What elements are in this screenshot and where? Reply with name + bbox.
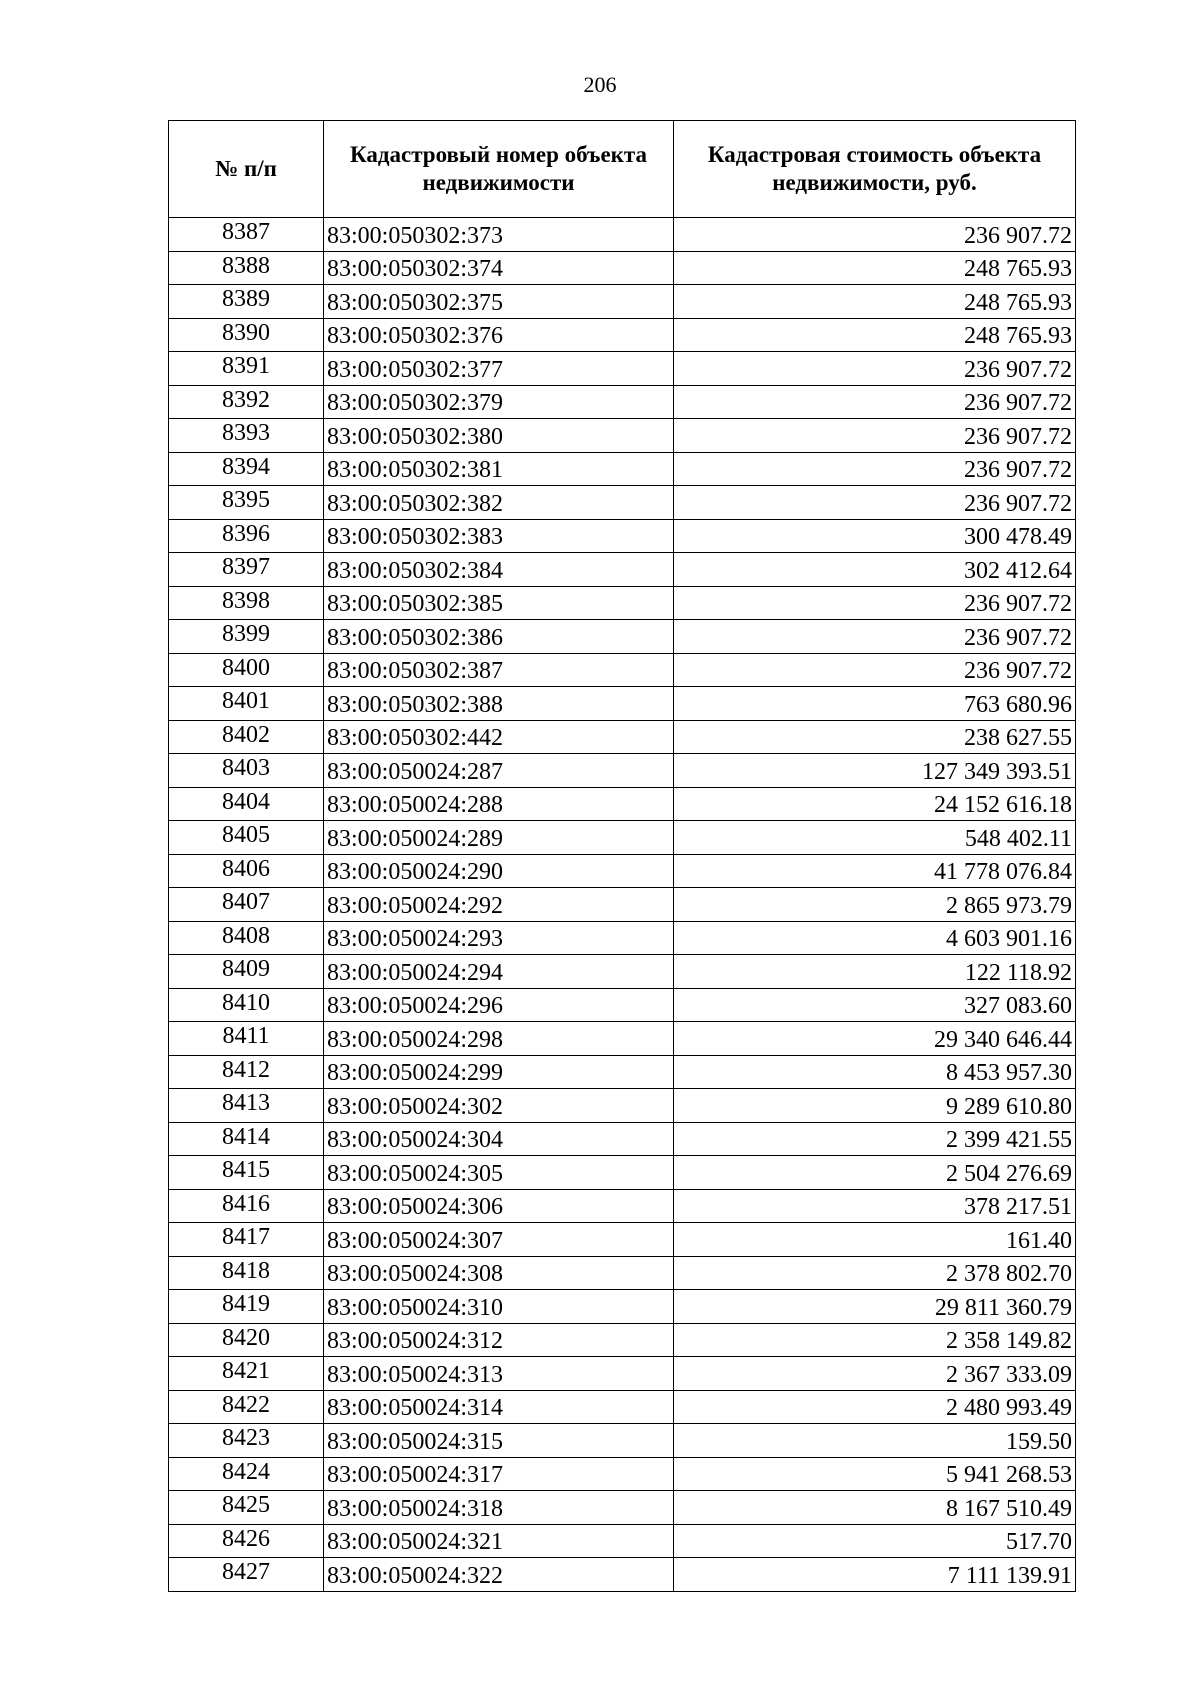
row-number-cell: 8412: [169, 1055, 324, 1089]
cadastral-number-cell: 83:00:050024:290: [324, 854, 674, 888]
cadastral-value-cell: 236 907.72: [674, 385, 1076, 419]
cadastral-number-cell: 83:00:050024:305: [324, 1156, 674, 1190]
cadastral-number-cell: 83:00:050024:289: [324, 821, 674, 855]
cadastral-number-cell: 83:00:050024:302: [324, 1089, 674, 1123]
cadastral-value-cell: 29 811 360.79: [674, 1290, 1076, 1324]
table-row: [169, 1290, 1076, 1324]
table-row: [169, 687, 1076, 721]
cadastral-value-cell: 236 907.72: [674, 419, 1076, 453]
row-number-cell: 8407: [169, 888, 324, 922]
cadastral-value-cell: 248 765.93: [674, 285, 1076, 319]
cadastral-number-cell: 83:00:050024:298: [324, 1022, 674, 1056]
table-row: [169, 1223, 1076, 1257]
cadastral-value-cell: 127 349 393.51: [674, 754, 1076, 788]
cadastral-number-cell: 83:00:050024:322: [324, 1558, 674, 1592]
cadastral-number-cell: 83:00:050024:317: [324, 1457, 674, 1491]
row-number-cell: 8425: [169, 1491, 324, 1525]
table-row: [169, 854, 1076, 888]
row-number-cell: 8394: [169, 452, 324, 486]
cadastral-number-cell: 83:00:050302:383: [324, 519, 674, 553]
cadastral-number-cell: 83:00:050302:384: [324, 553, 674, 587]
row-number-cell: 8420: [169, 1323, 324, 1357]
row-number-cell: 8418: [169, 1256, 324, 1290]
row-number-cell: 8416: [169, 1189, 324, 1223]
table-row: [169, 1055, 1076, 1089]
table-row: [169, 1122, 1076, 1156]
cadastral-value-cell: 300 478.49: [674, 519, 1076, 553]
table-row: [169, 519, 1076, 553]
row-number-cell: 8388: [169, 251, 324, 285]
table-row: [169, 888, 1076, 922]
cadastral-value-cell: 2 378 802.70: [674, 1256, 1076, 1290]
cadastral-number-cell: 83:00:050024:321: [324, 1524, 674, 1558]
cadastral-value-cell: 24 152 616.18: [674, 787, 1076, 821]
cadastral-value-cell: 41 778 076.84: [674, 854, 1076, 888]
cadastral-number-cell: 83:00:050302:377: [324, 352, 674, 386]
cadastral-number-cell: 83:00:050024:310: [324, 1290, 674, 1324]
cadastral-value-cell: 248 765.93: [674, 318, 1076, 352]
cadastral-value-cell: 236 907.72: [674, 620, 1076, 654]
row-number-cell: 8413: [169, 1089, 324, 1123]
cadastral-value-cell: 2 358 149.82: [674, 1323, 1076, 1357]
row-number-cell: 8403: [169, 754, 324, 788]
row-number-cell: 8419: [169, 1290, 324, 1324]
cadastral-number-cell: 83:00:050302:386: [324, 620, 674, 654]
row-number-cell: 8391: [169, 352, 324, 386]
table-row: [169, 1424, 1076, 1458]
row-number-cell: 8421: [169, 1357, 324, 1391]
cadastral-value-cell: 2 504 276.69: [674, 1156, 1076, 1190]
cadastral-number-cell: 83:00:050302:388: [324, 687, 674, 721]
cadastral-value-cell: 378 217.51: [674, 1189, 1076, 1223]
cadastral-value-cell: 236 907.72: [674, 653, 1076, 687]
row-number-cell: 8390: [169, 318, 324, 352]
cadastral-value-cell: 517.70: [674, 1524, 1076, 1558]
cadastral-number-cell: 83:00:050302:373: [324, 218, 674, 252]
table-row: [169, 1357, 1076, 1391]
cadastral-number-cell: 83:00:050302:374: [324, 251, 674, 285]
cadastral-number-cell: 83:00:050302:385: [324, 586, 674, 620]
cadastral-number-cell: 83:00:050302:380: [324, 419, 674, 453]
cadastral-value-cell: 327 083.60: [674, 988, 1076, 1022]
table-row: [169, 1524, 1076, 1558]
table-row: [169, 1491, 1076, 1525]
table-row: [169, 251, 1076, 285]
cadastral-value-cell: 159.50: [674, 1424, 1076, 1458]
cadastral-number-cell: 83:00:050302:381: [324, 452, 674, 486]
row-number-cell: 8422: [169, 1390, 324, 1424]
table-row: [169, 921, 1076, 955]
cadastral-value-table: [168, 120, 1076, 1592]
table-row: [169, 1156, 1076, 1190]
cadastral-number-cell: 83:00:050024:294: [324, 955, 674, 989]
cadastral-number-cell: 83:00:050024:315: [324, 1424, 674, 1458]
page-number: 206: [583, 72, 617, 97]
row-number-cell: 8411: [169, 1022, 324, 1056]
row-number-cell: 8405: [169, 821, 324, 855]
cadastral-value-cell: 4 603 901.16: [674, 921, 1076, 955]
cadastral-value-cell: 238 627.55: [674, 720, 1076, 754]
cadastral-number-cell: 83:00:050024:313: [324, 1357, 674, 1391]
row-number-cell: 8423: [169, 1424, 324, 1458]
row-number-cell: 8396: [169, 519, 324, 553]
row-number-cell: 8417: [169, 1223, 324, 1257]
cadastral-value-cell: 2 480 993.49: [674, 1390, 1076, 1424]
cadastral-number-cell: 83:00:050024:293: [324, 921, 674, 955]
row-number-cell: 8402: [169, 720, 324, 754]
cadastral-value-cell: 9 289 610.80: [674, 1089, 1076, 1123]
cadastral-number-cell: 83:00:050024:299: [324, 1055, 674, 1089]
cadastral-value-cell: 236 907.72: [674, 218, 1076, 252]
header-cadastral-value: Кадастровая стоимость объекта недвижимости, руб.: [674, 121, 1076, 218]
row-number-cell: 8409: [169, 955, 324, 989]
table-row: [169, 1089, 1076, 1123]
row-number-cell: 8404: [169, 787, 324, 821]
cadastral-number-cell: 83:00:050024:288: [324, 787, 674, 821]
cadastral-value-cell: 548 402.11: [674, 821, 1076, 855]
cadastral-number-cell: 83:00:050302:375: [324, 285, 674, 319]
table-row: [169, 452, 1076, 486]
row-number-cell: 8427: [169, 1558, 324, 1592]
row-number-cell: 8415: [169, 1156, 324, 1190]
cadastral-number-cell: 83:00:050024:304: [324, 1122, 674, 1156]
cadastral-value-cell: 29 340 646.44: [674, 1022, 1076, 1056]
cadastral-number-cell: 83:00:050302:376: [324, 318, 674, 352]
cadastral-value-cell: 122 118.92: [674, 955, 1076, 989]
cadastral-value-cell: 236 907.72: [674, 452, 1076, 486]
table-row: [169, 553, 1076, 587]
table-row: [169, 352, 1076, 386]
table-row: [169, 1323, 1076, 1357]
table-row: [169, 1457, 1076, 1491]
table-row: [169, 385, 1076, 419]
table-row: [169, 1256, 1076, 1290]
table-row: [169, 1558, 1076, 1592]
row-number-cell: 8398: [169, 586, 324, 620]
row-number-cell: 8410: [169, 988, 324, 1022]
row-number-cell: 8408: [169, 921, 324, 955]
cadastral-value-cell: 2 367 333.09: [674, 1357, 1076, 1391]
cadastral-value-cell: 7 111 139.91: [674, 1558, 1076, 1592]
row-number-cell: 8389: [169, 285, 324, 319]
cadastral-number-cell: 83:00:050024:292: [324, 888, 674, 922]
table-row: [169, 486, 1076, 520]
table-row: [169, 1189, 1076, 1223]
row-number-cell: 8414: [169, 1122, 324, 1156]
cadastral-value-cell: 161.40: [674, 1223, 1076, 1257]
table-row: [169, 988, 1076, 1022]
table-row: [169, 1390, 1076, 1424]
row-number-cell: 8401: [169, 687, 324, 721]
table-row: [169, 218, 1076, 252]
cadastral-value-cell: 763 680.96: [674, 687, 1076, 721]
row-number-cell: 8426: [169, 1524, 324, 1558]
cadastral-value-cell: 8 453 957.30: [674, 1055, 1076, 1089]
row-number-cell: 8395: [169, 486, 324, 520]
cadastral-value-cell: 236 907.72: [674, 586, 1076, 620]
row-number-cell: 8406: [169, 854, 324, 888]
row-number-cell: 8399: [169, 620, 324, 654]
cadastral-number-cell: 83:00:050024:307: [324, 1223, 674, 1257]
cadastral-value-cell: 2 865 973.79: [674, 888, 1076, 922]
cadastral-number-cell: 83:00:050024:318: [324, 1491, 674, 1525]
table-row: [169, 318, 1076, 352]
row-number-cell: 8397: [169, 553, 324, 587]
cadastral-number-cell: 83:00:050302:382: [324, 486, 674, 520]
table-header-row: [169, 121, 1076, 218]
table-row: [169, 653, 1076, 687]
cadastral-value-cell: 8 167 510.49: [674, 1491, 1076, 1525]
table-row: [169, 285, 1076, 319]
cadastral-number-cell: 83:00:050024:308: [324, 1256, 674, 1290]
table-row: [169, 821, 1076, 855]
cadastral-value-cell: 236 907.72: [674, 352, 1076, 386]
cadastral-number-cell: 83:00:050302:442: [324, 720, 674, 754]
cadastral-value-cell: 302 412.64: [674, 553, 1076, 587]
cadastral-value-cell: 236 907.72: [674, 486, 1076, 520]
table-row: [169, 1022, 1076, 1056]
cadastral-value-cell: 5 941 268.53: [674, 1457, 1076, 1491]
cadastral-number-cell: 83:00:050024:296: [324, 988, 674, 1022]
cadastral-value-cell: 248 765.93: [674, 251, 1076, 285]
cadastral-value-cell: 2 399 421.55: [674, 1122, 1076, 1156]
table-row: [169, 419, 1076, 453]
row-number-cell: 8400: [169, 653, 324, 687]
row-number-cell: 8424: [169, 1457, 324, 1491]
row-number-cell: 8387: [169, 218, 324, 252]
cadastral-number-cell: 83:00:050024:314: [324, 1390, 674, 1424]
table-body: [169, 218, 1076, 1592]
cadastral-number-cell: 83:00:050024:306: [324, 1189, 674, 1223]
table-row: [169, 955, 1076, 989]
cadastral-number-cell: 83:00:050024:287: [324, 754, 674, 788]
table-row: [169, 586, 1076, 620]
table-row: [169, 754, 1076, 788]
cadastral-number-cell: 83:00:050302:379: [324, 385, 674, 419]
table-row: [169, 720, 1076, 754]
table-row: [169, 787, 1076, 821]
row-number-cell: 8393: [169, 419, 324, 453]
header-cadastral-number: Кадастровый номер объекта недвижимости: [324, 121, 674, 218]
cadastral-number-cell: 83:00:050024:312: [324, 1323, 674, 1357]
cadastral-number-cell: 83:00:050302:387: [324, 653, 674, 687]
table-row: [169, 620, 1076, 654]
header-row-number: № п/п: [169, 121, 324, 218]
row-number-cell: 8392: [169, 385, 324, 419]
